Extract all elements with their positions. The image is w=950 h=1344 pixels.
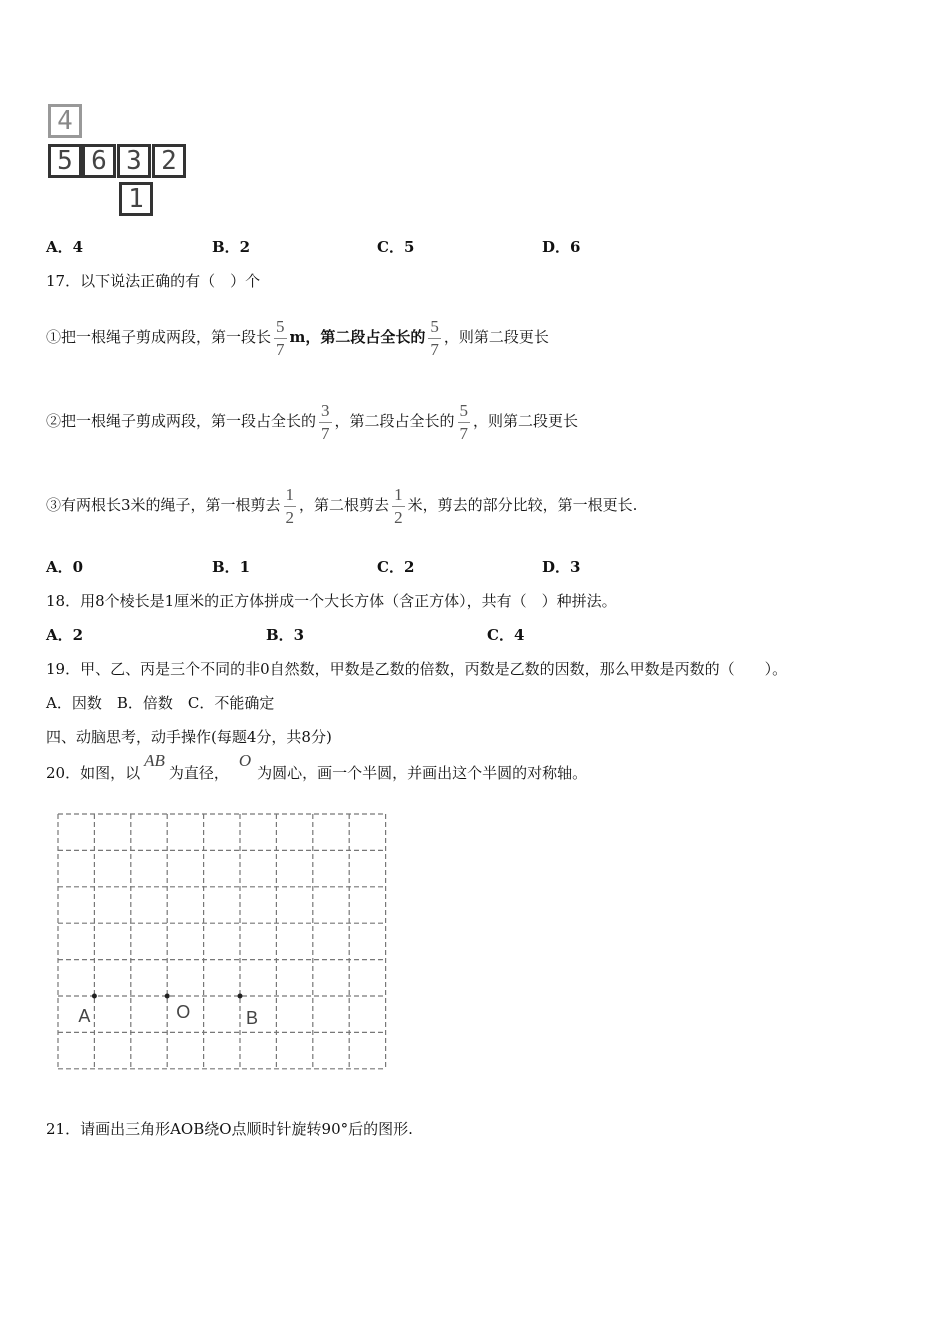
q20-stem bbox=[46, 751, 588, 783]
net-cell: 2 bbox=[152, 144, 186, 178]
q17-option-a[interactable]: A．0 bbox=[46, 558, 84, 576]
q17-statement-3 bbox=[46, 470, 637, 540]
q19-options[interactable]: A．因数 B．倍数 C．不能确定 bbox=[46, 694, 275, 712]
fraction: $\frac{1}{2}$ bbox=[285, 484, 295, 527]
fraction: $\frac{3}{7}$ bbox=[321, 400, 330, 443]
grid-point-label: O bbox=[176, 1002, 191, 1022]
grid-point-label: A bbox=[78, 1006, 91, 1026]
statement-text: ①把一根绳子剪成两段，第一段长 bbox=[46, 328, 272, 346]
q16-option-a[interactable]: A．4 bbox=[46, 238, 84, 256]
statement-text: ，第二根剪去 bbox=[299, 496, 390, 514]
q17-stem: 17．以下说法正确的有（ ）个 bbox=[46, 272, 261, 290]
dotted-grid-figure bbox=[52, 808, 392, 1076]
grid-point bbox=[92, 994, 97, 999]
statement-text: ，第二段占全长的 bbox=[334, 412, 455, 430]
q17-option-c[interactable]: C．2 bbox=[377, 558, 415, 576]
math-symbol: AB bbox=[144, 751, 165, 770]
stem-text: 为直径， bbox=[168, 764, 229, 782]
fraction: $\frac{5}{7}$ bbox=[276, 316, 285, 359]
statement-text: ，则第二段更长 bbox=[473, 412, 579, 430]
stem-text: 20．如图，以 bbox=[46, 764, 141, 782]
q17-option-b[interactable]: B．1 bbox=[212, 558, 251, 576]
q18-option-b[interactable]: B．3 bbox=[266, 626, 305, 644]
net-cell: 4 bbox=[48, 104, 82, 138]
q16-option-d[interactable]: D．6 bbox=[542, 238, 581, 256]
fraction: $\frac{5}{7}$ bbox=[459, 400, 469, 443]
q17-option-d[interactable]: D．3 bbox=[542, 558, 581, 576]
statement-text: ，则第二段更长 bbox=[443, 328, 549, 346]
grid-point-label: B bbox=[246, 1008, 259, 1028]
q17-statement-2 bbox=[46, 386, 578, 456]
net-cell: 6 bbox=[82, 144, 116, 178]
statement-text: m，第二段占全长的 bbox=[289, 328, 426, 346]
net-cell: 5 bbox=[48, 144, 82, 178]
q18-stem: 18．用8个棱长是1厘米的正方体拼成一个大长方体（含正方体），共有（ ）种拼法。 bbox=[46, 592, 617, 610]
q16-option-b[interactable]: B．2 bbox=[212, 238, 251, 256]
grid-point bbox=[165, 994, 170, 999]
q16-option-c[interactable]: C．5 bbox=[377, 238, 415, 256]
math-symbol: O bbox=[238, 751, 252, 770]
statement-text: ②把一根绳子剪成两段，第一段占全长的 bbox=[46, 412, 317, 430]
q19-stem: 19．甲、乙、丙是三个不同的非0自然数，甲数是乙数的倍数，丙数是乙数的因数，那么甲数是丙数的（ ）。 bbox=[46, 660, 788, 678]
section-heading: 四、动脑思考，动手操作(每题4分，共8分) bbox=[46, 728, 332, 746]
q18-option-c[interactable]: C．4 bbox=[487, 626, 525, 644]
q21-stem: 21．请画出三角形AOB绕O点顺时针旋转90°后的图形. bbox=[46, 1120, 413, 1138]
grid-point bbox=[238, 994, 243, 999]
fraction: $\frac{5}{7}$ bbox=[430, 316, 439, 359]
q18-option-a[interactable]: A．2 bbox=[46, 626, 84, 644]
statement-text: ③有两根长3米的绳子，第一根剪去 bbox=[46, 496, 281, 514]
cube-net-figure bbox=[46, 104, 191, 222]
net-cell: 3 bbox=[117, 144, 151, 178]
fraction: $\frac{1}{2}$ bbox=[394, 484, 403, 527]
q17-statement-1 bbox=[46, 302, 549, 372]
stem-text: 为圆心，画一个半圆，并画出这个半圆的对称轴。 bbox=[257, 764, 588, 782]
net-cell: 1 bbox=[119, 182, 153, 216]
statement-text: 米，剪去的部分比较，第一根更长. bbox=[407, 496, 638, 514]
